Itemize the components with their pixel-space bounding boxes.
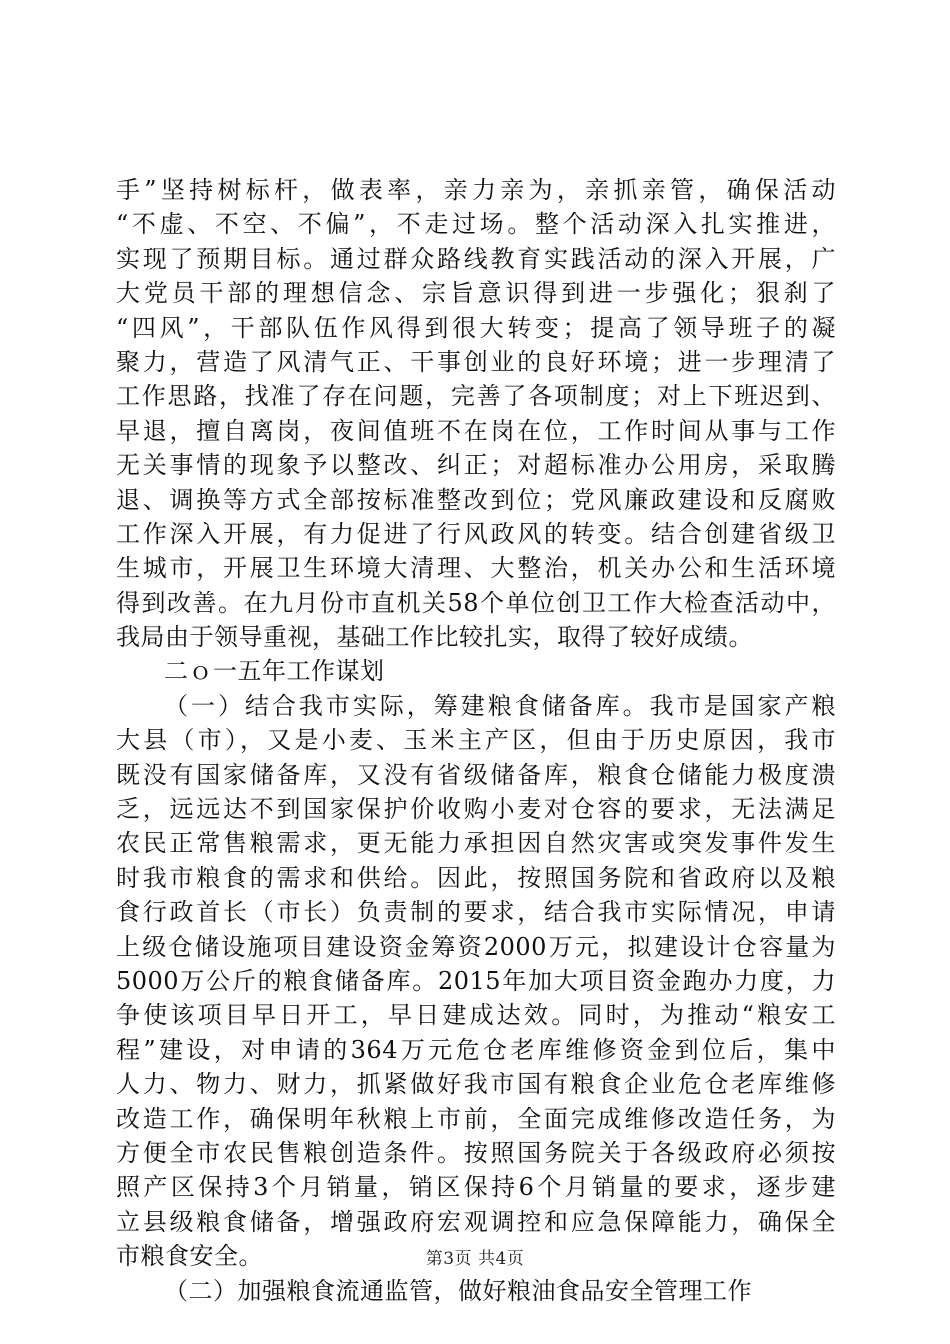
text-line: “不虚、不空、不偏”，不走过场。整个活动深入扎实推进， [116,210,836,239]
text-line: 手”坚持树标杆，做表率，亲力亲为，亲抓亲管，确保活动 [116,176,836,204]
section-heading: （二）加强粮食流通监管，做好粮油食品安全管理工作 [164,1276,752,1305]
text-line: 方便全市农民售粮创造条件。按照国务院关于各级政府必须按 [116,1138,836,1167]
text-line: 食行政首长（市长）负责制的要求，结合我市实际情况，申请 [116,898,836,927]
paragraph-work-summary [116,173,836,654]
paragraph-grain-reserve [116,689,836,1274]
text-line: 聚力，营造了风清气正、干事创业的良好环境；进一步理清了 [116,347,836,376]
text-line: 程”建设，对申请的364万元危仓老库维修资金到位后，集中 [116,1035,836,1064]
text-line: 立县级粮食储备，增强政府宏观调控和应急保障能力，确保全 [116,1207,836,1236]
text-line: 大县（市），又是小麦、玉米主产区，但由于历史原因，我市 [116,726,836,755]
text-line: 照产区保持3个月销量，销区保持6个月销量的要求，逐步建 [116,1173,836,1202]
text-line: 时我市粮食的需求和供给。因此，按照国务院和省政府以及粮 [116,863,836,892]
text-line: 早退，擅自离岗，夜间值班不在岗在位，工作时间从事与工作 [116,416,836,445]
section-heading: 二ｏ一五年工作谋划 [164,657,385,686]
text-line: 得到改善。在九月份市直机关58个单位创卫工作大检查活动中， [116,588,836,617]
text-line: 我局由于领导重视，基础工作比较扎实，取得了较好成绩。 [116,623,753,652]
text-line: 乏，远远达不到国家保护价收购小麦对仓容的要求，无法满足 [116,795,836,824]
text-line: 工作思路，找准了存在问题，完善了各项制度；对上下班迟到、 [116,382,836,411]
text-line: 无关事情的现象予以整改、纠正；对超标准办公用房，采取腾 [116,451,836,480]
text-line: 退、调换等方式全部按标准整改到位；党风廉政建设和反腐败 [116,485,836,514]
text-line: 生城市，开展卫生环境大清理、大整治，机关办公和生活环境 [116,554,836,583]
text-line: “四风”，干部队伍作风得到很大转变；提高了领导班子的凝 [116,313,836,342]
text-line: 上级仓储设施项目建设资金筹资2000万元，拟建设计仓容量为 [116,932,836,961]
text-line: （一）结合我市实际，筹建粮食储备库。我市是国家产粮 [164,691,836,720]
document-body [116,173,836,1308]
page-number: 第3页 共4页 [425,1249,525,1269]
text-line: 大党员干部的理想信念、宗旨意识得到进一步强化；狠刹了 [116,279,836,308]
text-line: 实现了预期目标。通过群众路线教育实践活动的深入开展，广 [116,244,836,273]
text-line: 改造工作，确保明年秋粮上市前，全面完成维修改造任务，为 [116,1104,836,1133]
text-line: 5000万公斤的粮食储备库。2015年加大项目资金跑办力度，力 [116,966,836,995]
text-line: 既没有国家储备库，又没有省级储备库，粮食仓储能力极度溃 [116,760,836,789]
text-line: 工作深入开展，有力促进了行风政风的转变。结合创建省级卫 [116,519,836,548]
text-line: 农民正常售粮需求，更无能力承担因自然灾害或突发事件发生 [116,829,836,858]
text-line: 市粮食安全。 [116,1242,263,1271]
text-line: 人力、物力、财力，抓紧做好我市国有粮食企业危仓老库维修 [116,1070,836,1099]
text-line: 争使该项目早日开工，早日建成达效。同时，为推动“粮安工 [116,1001,836,1030]
